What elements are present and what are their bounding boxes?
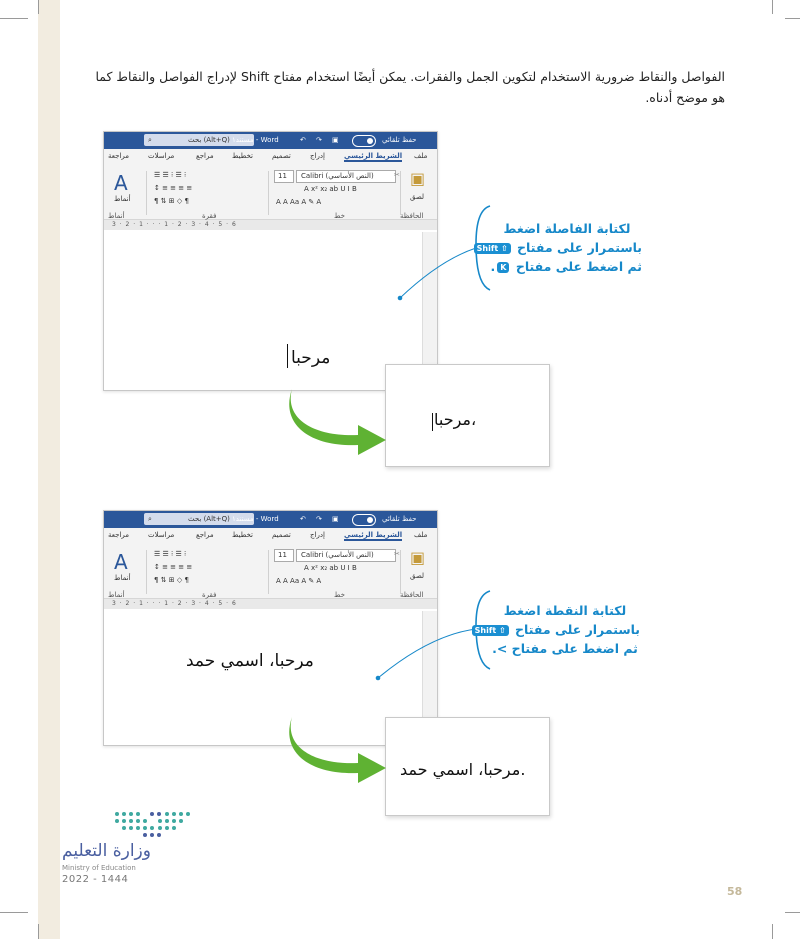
tab-review[interactable]: مراجعة [108, 531, 130, 539]
group-styles: أنماط [108, 212, 125, 220]
document-text: مرحبا، اسمي حمد [186, 651, 314, 671]
tab-file[interactable]: ملف [414, 152, 428, 160]
doc-title: مستند١ - Word [232, 515, 279, 523]
group-font: خط [334, 591, 345, 599]
styles-icon[interactable]: A [114, 171, 128, 195]
search-icon: ⌕ [148, 136, 152, 144]
tab-layout[interactable]: تخطيط [232, 531, 253, 539]
font-size-box[interactable]: 11 [274, 549, 294, 562]
tab-home[interactable]: الشريط الرئيسي [344, 152, 403, 160]
crop-mark [772, 924, 773, 939]
tab-design[interactable]: تصميم [272, 152, 291, 160]
paste-icon[interactable]: ▣ [410, 548, 426, 567]
autosave-toggle[interactable] [352, 514, 376, 526]
font-name-box[interactable]: Calibri (النص الأساسي) [296, 549, 396, 562]
tab-insert[interactable]: إدراج [310, 531, 325, 539]
styles-label: أنماط [114, 195, 131, 203]
green-arrow-2 [280, 713, 395, 788]
format-tools-row2[interactable]: A A Aa A ✎ A [276, 577, 322, 585]
intro-line-2: هو موضح أدناه. [645, 90, 725, 105]
tab-design[interactable]: تصميم [272, 531, 291, 539]
crop-mark [0, 912, 28, 913]
document-text: مرحبا [291, 348, 331, 368]
text-cursor [432, 413, 433, 431]
paste-label: لصق [410, 193, 425, 201]
tab-mailings[interactable]: مراسلات [148, 531, 175, 539]
tab-references[interactable]: مراجع [196, 152, 214, 160]
callout-period: لكتابة النقطة اضغط باستمرار على مفتاح ⇧ Shift ثم اضغط على مفتاح >. [490, 601, 640, 658]
undo-icon[interactable]: ↶ [300, 136, 306, 144]
result-text: مرحبا، اسمي حمد. [400, 760, 526, 779]
ribbon [104, 165, 437, 220]
crop-mark [0, 18, 28, 19]
group-clipboard: الحافظة [400, 591, 424, 599]
paragraph-tools-row1[interactable]: ☰ ☰ ⁝ ☰ ⁝ [154, 550, 187, 558]
intro-paragraph [95, 66, 725, 108]
undo-icon[interactable]: ↶ [300, 515, 306, 523]
format-tools-row1[interactable]: A x² x₂ ab U I B [304, 564, 357, 572]
logo-arabic: وزارة التعليم [62, 841, 151, 861]
search-icon: ⌕ [148, 515, 152, 523]
tab-home[interactable]: الشريط الرئيسي [344, 531, 403, 539]
result-box-1 [385, 364, 550, 467]
crop-mark [785, 18, 800, 19]
paste-icon[interactable]: ▣ [410, 169, 426, 188]
styles-label: أنماط [114, 574, 131, 582]
paragraph-tools-row3[interactable]: ¶ ⇅ ⊞ ◇ ¶ [154, 197, 189, 205]
paragraph-tools-row2[interactable]: ↕ ≡ ≡ ≡ ≡ [154, 563, 193, 571]
autosave-label: حفظ تلقائي [382, 136, 417, 144]
tab-layout[interactable]: تخطيط [232, 152, 253, 160]
autosave-toggle[interactable] [352, 135, 376, 147]
shift-key: ⇧ Shift [472, 625, 509, 636]
search-label: بحث (Alt+Q) [188, 515, 230, 523]
green-arrow-1 [280, 385, 395, 460]
callout-comma: لكتابة الفاصلة اضغط باستمرار على مفتاح ⇧ Shift ثم اضغط على مفتاح K. [492, 219, 642, 276]
intro-line-1: الفواصل والنقاط ضرورية الاستخدام لتكوين الجمل والفقرات. يمكن أيضًا استخدام مفتاح Shift لإدراج الفواصل والنقاط كما [95, 69, 725, 84]
crop-mark [38, 0, 39, 14]
format-tools-row1[interactable]: A x² x₂ ab U I B [304, 185, 357, 193]
tab-file[interactable]: ملف [414, 531, 428, 539]
tab-insert[interactable]: إدراج [310, 152, 325, 160]
title-bar [104, 511, 437, 528]
page-number: 58 [727, 885, 743, 898]
group-paragraph: فقرة [202, 212, 217, 220]
save-icon[interactable]: ▣ [332, 515, 339, 523]
margin-strip [38, 0, 60, 939]
font-size-box[interactable]: 11 [274, 170, 294, 183]
k-key: K [497, 262, 509, 273]
word-window-1 [103, 131, 438, 391]
group-font: خط [334, 212, 345, 220]
doc-title: مستند١ - Word [232, 136, 279, 144]
paste-label: لصق [410, 572, 425, 580]
styles-icon[interactable]: A [114, 550, 128, 574]
ribbon-tabs [104, 528, 437, 544]
paragraph-tools-row3[interactable]: ¶ ⇅ ⊞ ◇ ¶ [154, 576, 189, 584]
ruler: 3 · 2 · 1 · · · 1 · 2 · 3 · 4 · 5 · 6 [104, 220, 437, 230]
document-area[interactable] [104, 232, 423, 390]
tab-references[interactable]: مراجع [196, 531, 214, 539]
edition-year: 2022 - 1444 [62, 874, 129, 885]
result-text: مرحبا، [434, 410, 477, 429]
ruler: 3 · 2 · 1 · · · 1 · 2 · 3 · 4 · 5 · 6 [104, 599, 437, 609]
tab-review[interactable]: مراجعة [108, 152, 130, 160]
group-clipboard: الحافظة [400, 212, 424, 220]
group-paragraph: فقرة [202, 591, 217, 599]
cut-icon[interactable]: ✂ [394, 171, 400, 179]
tab-mailings[interactable]: مراسلات [148, 152, 175, 160]
ribbon-tabs [104, 149, 437, 165]
logo-english: Ministry of Education [62, 864, 136, 872]
logo-dots [112, 808, 202, 838]
text-cursor [287, 344, 288, 368]
autosave-label: حفظ تلقائي [382, 515, 417, 523]
redo-icon[interactable]: ↷ [316, 136, 322, 144]
group-styles: أنماط [108, 591, 125, 599]
format-tools-row2[interactable]: A A Aa A ✎ A [276, 198, 322, 206]
result-box-2 [385, 717, 550, 816]
cut-icon[interactable]: ✂ [394, 550, 400, 558]
crop-mark [785, 912, 800, 913]
crop-mark [772, 0, 773, 14]
save-icon[interactable]: ▣ [332, 136, 339, 144]
crop-mark [38, 924, 39, 939]
paragraph-tools-row1[interactable]: ☰ ☰ ⁝ ☰ ⁝ [154, 171, 187, 179]
shift-key: ⇧ Shift [474, 243, 511, 254]
search-label: بحث (Alt+Q) [188, 136, 230, 144]
title-bar [104, 132, 437, 149]
font-name-box[interactable]: Calibri (النص الأساسي) [296, 170, 396, 183]
paragraph-tools-row2[interactable]: ↕ ≡ ≡ ≡ ≡ [154, 184, 193, 192]
redo-icon[interactable]: ↷ [316, 515, 322, 523]
